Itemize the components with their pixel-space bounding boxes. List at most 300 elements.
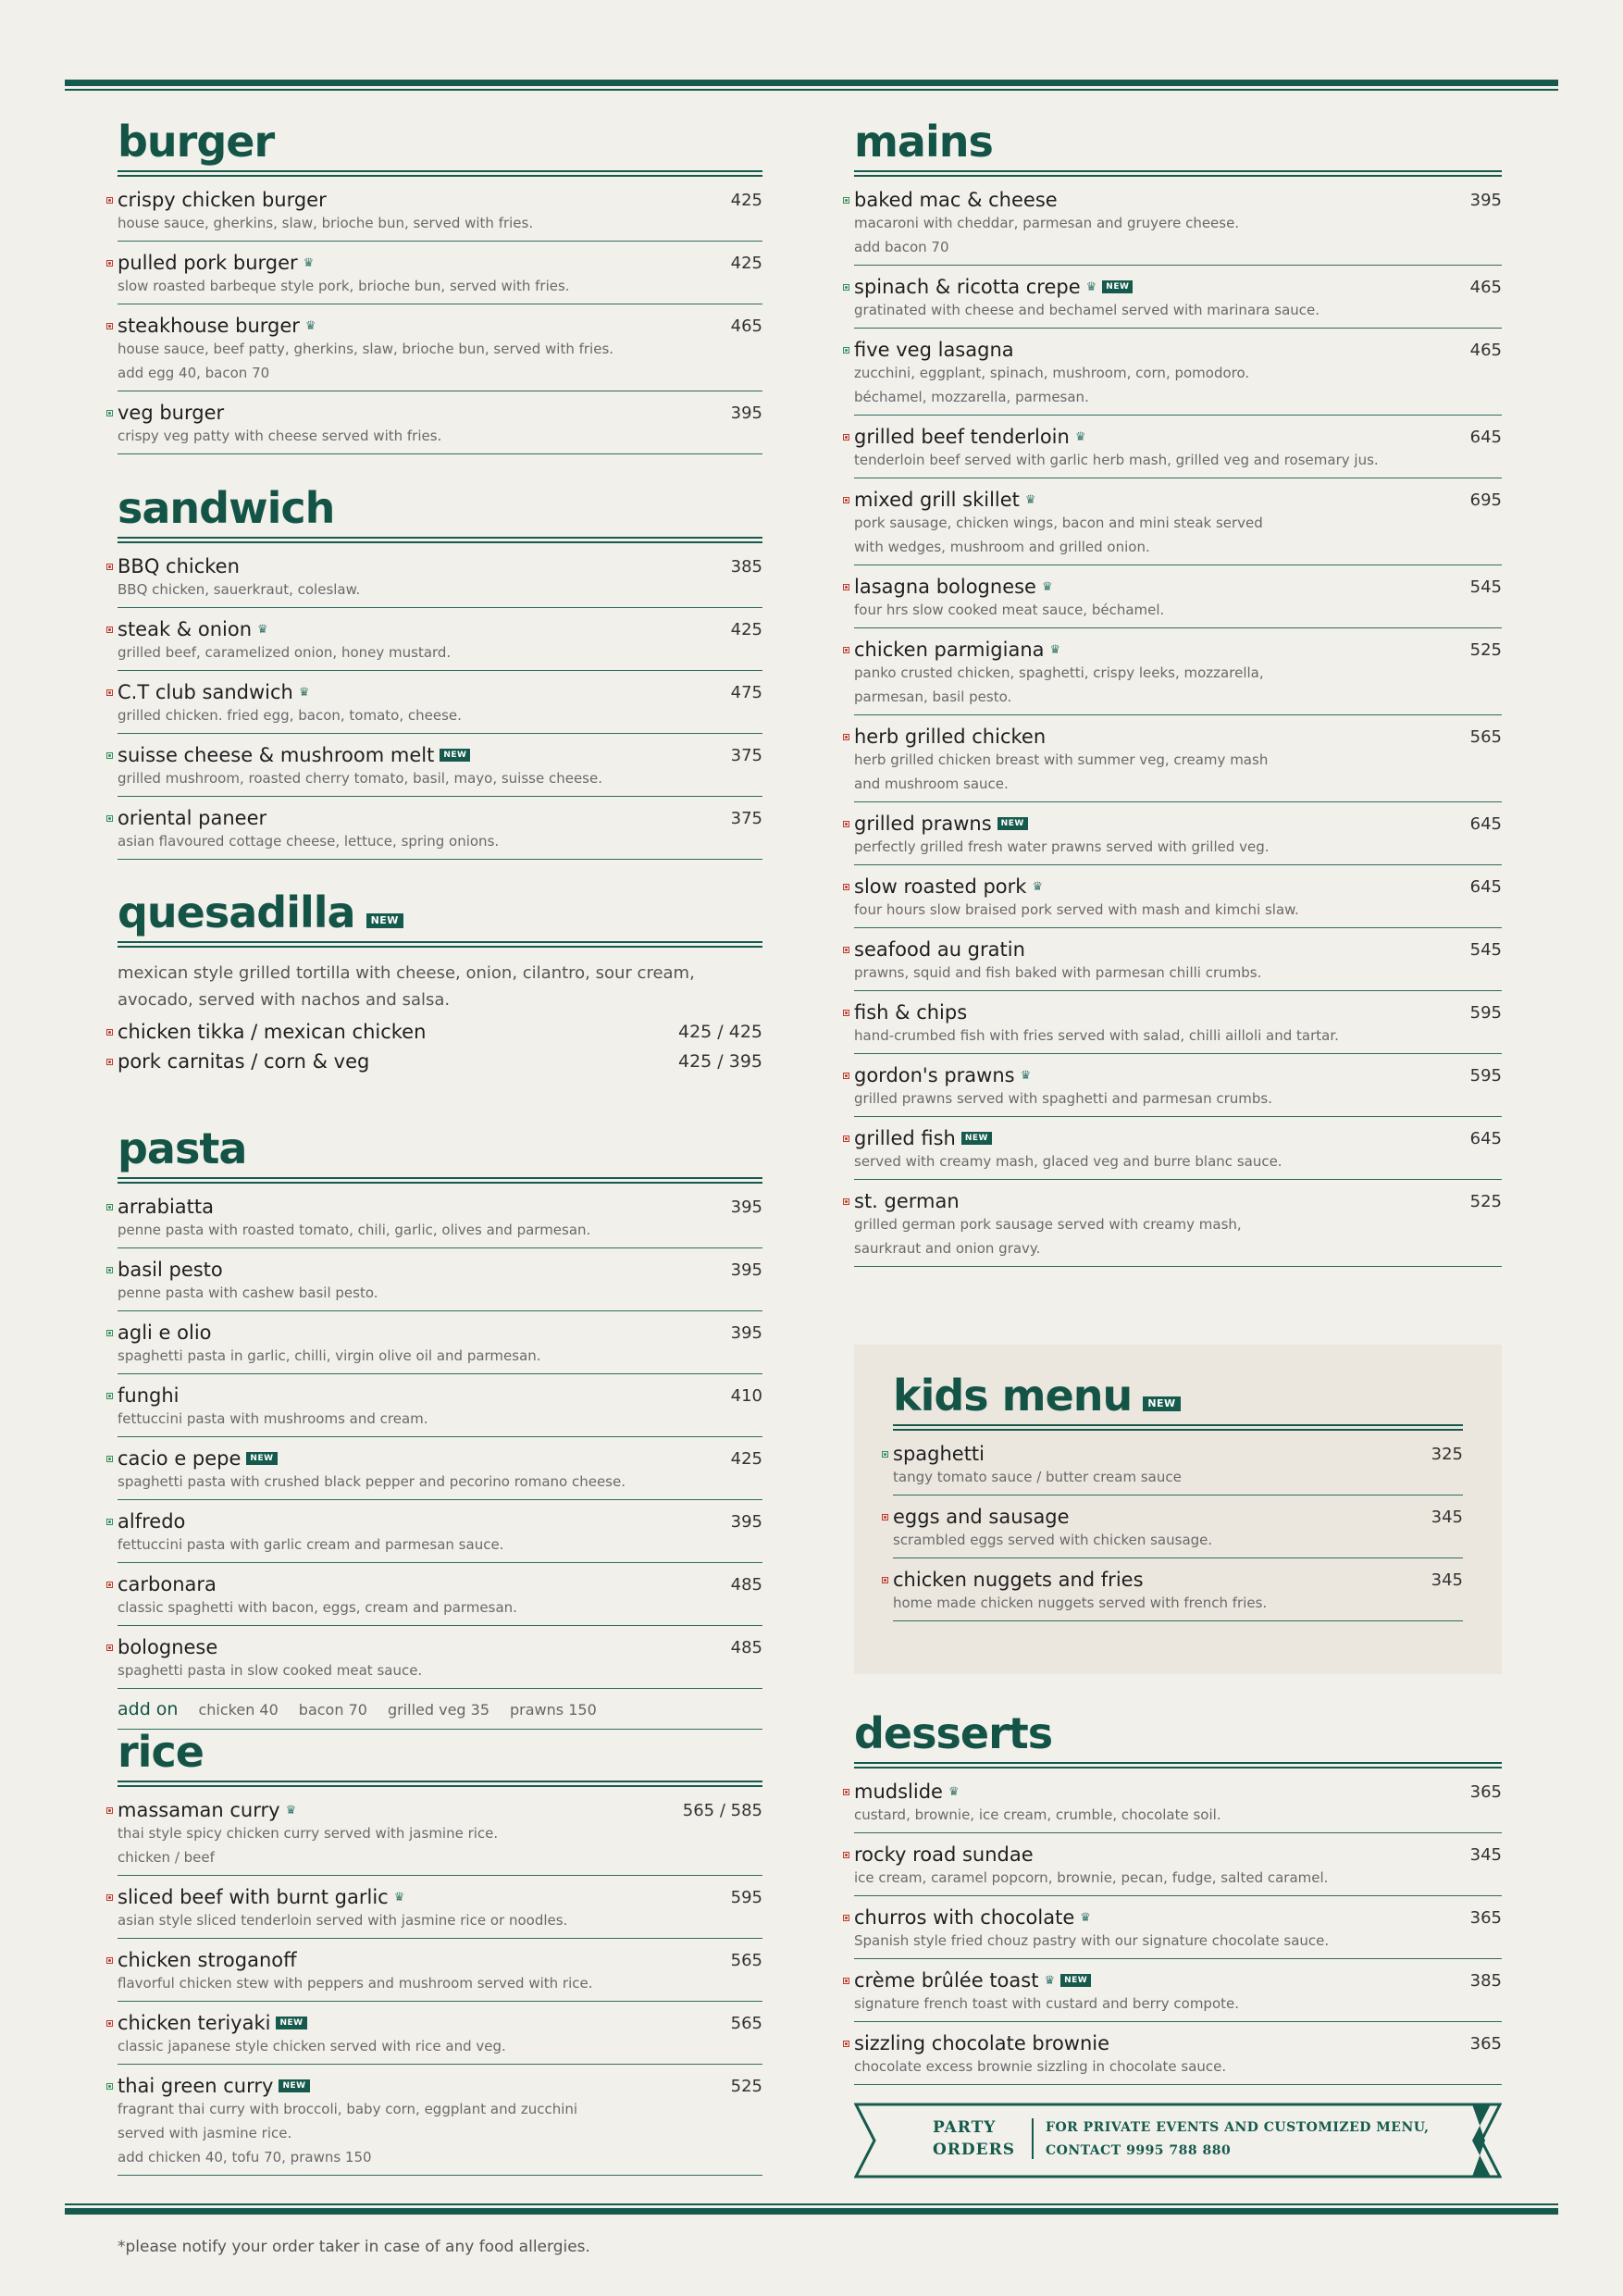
item-description: fettuccini pasta with garlic cream and parmesan sauce. (118, 1536, 504, 1553)
item-price: 645 (1469, 1128, 1502, 1148)
chef-hat-icon: ♛ (1074, 429, 1086, 444)
item-price: 395 (730, 1260, 762, 1280)
item-description: crispy veg patty with cheese served with fries. (118, 428, 442, 444)
item-price: 325 (1431, 1444, 1463, 1464)
item-price: 645 (1469, 427, 1502, 447)
new-badge: NEW (276, 2017, 306, 2029)
section-title: desserts (854, 1708, 1053, 1758)
item-description: home made chicken nuggets served with french fries. (893, 1595, 1268, 1611)
chef-hat-icon: ♛ (1020, 1068, 1032, 1083)
new-badge: NEW (1102, 280, 1133, 293)
non-veg-icon (106, 1807, 113, 1814)
menu-item (118, 1253, 762, 1311)
item-name: eggs and sausage (893, 1506, 1070, 1528)
item-price: 425 (730, 253, 762, 273)
item-name: grilled fish (854, 1127, 956, 1149)
non-veg-icon (106, 323, 113, 329)
item-price: 525 (1469, 639, 1502, 660)
menu-item (854, 870, 1502, 928)
item-price: 565 (1469, 726, 1502, 747)
menu-item (118, 801, 762, 860)
veg-icon (843, 197, 849, 204)
veg-icon (106, 1519, 113, 1525)
menu-item (854, 633, 1502, 715)
item-name: grilled beef tenderloin (854, 426, 1070, 448)
non-veg-icon (843, 497, 849, 503)
item-name: slow roasted pork (854, 875, 1027, 898)
item-description: herb grilled chicken breast with summer veg, creamy mash (854, 751, 1269, 768)
item-price: 385 (730, 556, 762, 577)
party-orders-contact (1046, 2116, 1434, 2163)
menu-item (854, 1775, 1502, 1833)
item-price: 525 (730, 2076, 762, 2096)
section-desserts (854, 1705, 1502, 2090)
section-description (118, 960, 762, 1013)
section-title: mains (854, 117, 993, 167)
section-header (893, 1367, 1463, 1426)
party-contact-line: FOR PRIVATE EVENTS AND CUSTOMIZED MENU, (1046, 2120, 1430, 2135)
non-veg-icon (843, 1136, 849, 1142)
item-name: crème brûlée toast (854, 1969, 1039, 1992)
non-veg-icon (843, 1198, 849, 1205)
menu-item (854, 1901, 1502, 1959)
veg-icon (843, 347, 849, 354)
item-price: 465 (1469, 340, 1502, 360)
chef-hat-icon: ♛ (1032, 879, 1044, 894)
item-price: 375 (730, 745, 762, 765)
new-badge: NEW (246, 1452, 277, 1465)
item-name: st. german (854, 1190, 960, 1212)
item-price: 595 (1469, 1065, 1502, 1086)
chef-hat-icon: ♛ (1085, 279, 1097, 294)
non-veg-icon (843, 2041, 849, 2047)
non-veg-icon (106, 1644, 113, 1651)
menu-item (854, 570, 1502, 628)
non-veg-icon (106, 1894, 113, 1901)
item-name: basil pesto (118, 1259, 223, 1281)
item-description: grilled mushroom, roasted cherry tomato, basil, mayo, suisse cheese. (118, 770, 602, 787)
menu-item (118, 1190, 762, 1248)
veg-icon (106, 1267, 113, 1273)
item-price: 425 / 425 (677, 1022, 762, 1042)
menu-item (118, 1793, 762, 1876)
menu-item (118, 550, 762, 608)
new-badge: NEW (279, 2079, 309, 2092)
veg-icon (882, 1451, 888, 1458)
item-price: 395 (730, 1197, 762, 1217)
section-title: pasta (118, 1123, 247, 1173)
item-price: 365 (1469, 1781, 1502, 1802)
item-price: 345 (1431, 1570, 1463, 1590)
menu-item (118, 2069, 762, 2176)
menu-item (118, 1631, 762, 1689)
chef-hat-icon: ♛ (393, 1890, 405, 1905)
veg-icon (106, 1393, 113, 1399)
new-badge: NEW (961, 1132, 992, 1145)
item-name: mixed grill skillet (854, 489, 1020, 511)
menu-item (118, 1568, 762, 1626)
non-veg-icon (843, 1010, 849, 1016)
item-price: 545 (1469, 577, 1502, 597)
non-veg-icon (106, 1957, 113, 1964)
item-description: perfectly grilled fresh water prawns served with grilled veg. (854, 838, 1270, 855)
party-orders-title (933, 2116, 1025, 2161)
item-description: grilled german pork sausage served with creamy mash, (854, 1216, 1242, 1233)
non-veg-icon (106, 2020, 113, 2027)
item-description: prawns, squid and fish baked with parmesan chilli crumbs. (854, 964, 1262, 981)
veg-icon (106, 815, 113, 822)
item-description: penne pasta with cashew basil pesto. (118, 1285, 378, 1301)
bottom-rule (65, 2203, 1558, 2215)
item-name: suisse cheese & mushroom melt (118, 744, 435, 766)
item-name: agli e olio (118, 1322, 212, 1344)
item-name: pork carnitas / corn & veg (118, 1050, 370, 1073)
party-orders-banner (854, 2102, 1502, 2179)
veg-icon (106, 1330, 113, 1336)
menu-item (854, 420, 1502, 478)
item-price: 395 (1469, 190, 1502, 210)
menu-item (118, 1316, 762, 1374)
menu-item (118, 1379, 762, 1437)
non-veg-icon (843, 1852, 849, 1858)
veg-icon (106, 410, 113, 416)
item-description: house sauce, gherkins, slaw, brioche bun, served with fries. (118, 215, 534, 231)
chef-hat-icon: ♛ (1049, 642, 1061, 657)
section-title: burger (118, 117, 275, 167)
item-price: 525 (1469, 1191, 1502, 1211)
menu-item (118, 396, 762, 454)
chef-hat-icon: ♛ (1041, 579, 1053, 594)
non-veg-icon (106, 1029, 113, 1036)
item-name: BBQ chicken (118, 555, 240, 577)
item-name: steak & onion (118, 618, 253, 640)
non-veg-icon (843, 947, 849, 953)
item-description: pork sausage, chicken wings, bacon and mini steak served (854, 515, 1263, 531)
item-name: thai green curry (118, 2075, 274, 2097)
item-description: macaroni with cheddar, parmesan and gruyere cheese. (854, 215, 1240, 231)
item-description: classic spaghetti with bacon, eggs, cream and parmesan. (118, 1599, 517, 1616)
item-price: 485 (730, 1574, 762, 1595)
item-description: saurkraut and onion gravy. (854, 1240, 1041, 1257)
item-name: lasagna bolognese (854, 576, 1036, 598)
item-price: 595 (730, 1887, 762, 1907)
menu-item (118, 676, 762, 734)
non-veg-icon (843, 821, 849, 827)
non-veg-icon (106, 1582, 113, 1588)
item-price: 395 (730, 1322, 762, 1343)
item-price: 545 (1469, 939, 1502, 960)
item-extra: add egg 40, bacon 70 (118, 365, 270, 381)
banner-divider (1032, 2118, 1034, 2159)
item-name: chicken tikka / mexican chicken (118, 1021, 427, 1043)
item-name: spaghetti (893, 1443, 985, 1465)
item-price: 345 (1431, 1507, 1463, 1527)
item-name: cacio e pepe (118, 1447, 242, 1470)
chef-hat-icon: ♛ (304, 318, 316, 333)
new-badge: NEW (1060, 1974, 1091, 1987)
section-title: quesadilla (118, 887, 355, 937)
item-name: fish & chips (854, 1001, 968, 1024)
item-name: alfredo (118, 1510, 186, 1533)
menu-item (118, 309, 762, 391)
non-veg-icon (843, 1915, 849, 1921)
item-description: custard, brownie, ice cream, crumble, chocolate soil. (854, 1806, 1221, 1823)
section-header (854, 113, 1502, 172)
kids-menu-box (854, 1345, 1502, 1674)
non-veg-icon (843, 1789, 849, 1795)
item-extra: chicken / beef (118, 1849, 215, 1866)
item-price: 425 / 395 (677, 1051, 762, 1072)
item-description: served with jasmine rice. (118, 2125, 292, 2141)
menu-item (118, 246, 762, 304)
addon-option: chicken 40 (198, 1700, 279, 1719)
item-description: Spanish style fried chouz pastry with our signature chocolate sauce. (854, 1932, 1330, 1949)
item-price: 375 (730, 808, 762, 828)
item-description: tenderloin beef served with garlic herb mash, grilled veg and rosemary jus. (854, 452, 1379, 468)
item-price: 425 (730, 1448, 762, 1469)
description-line: avocado, served with nachos and salsa. (118, 990, 451, 1010)
section-header (118, 1120, 762, 1179)
non-veg-icon (843, 884, 849, 890)
item-description: classic japanese style chicken served with rice and veg. (118, 2038, 506, 2054)
item-name: churros with chocolate (854, 1906, 1075, 1929)
menu-item (118, 1021, 762, 1043)
item-price: 465 (730, 316, 762, 336)
item-description: BBQ chicken, sauerkraut, coleslaw. (118, 581, 361, 598)
menu-item (854, 933, 1502, 991)
item-description: chocolate excess brownie sizzling in chocolate sauce. (854, 2058, 1227, 2075)
item-description: scrambled eggs served with chicken sausage. (893, 1532, 1213, 1548)
item-description: hand-crumbed fish with fries served with salad, chilli ailloli and tartar. (854, 1027, 1339, 1044)
item-description: penne pasta with roasted tomato, chili, garlic, olives and parmesan. (118, 1222, 591, 1238)
section-burger (118, 113, 762, 459)
menu-item (854, 1059, 1502, 1117)
menu-item (893, 1437, 1463, 1496)
menu-item (854, 1122, 1502, 1180)
menu-item (854, 270, 1502, 329)
item-price: 385 (1469, 1970, 1502, 1991)
new-badge: NEW (440, 749, 470, 762)
chef-hat-icon: ♛ (303, 255, 315, 270)
section-sandwich (118, 479, 762, 864)
item-description: gratinated with cheese and bechamel served with marinara sauce. (854, 302, 1320, 318)
item-description: slow roasted barbeque style pork, brioche bun, served with fries. (118, 278, 570, 294)
menu-item (854, 720, 1502, 802)
non-veg-icon (843, 434, 849, 441)
item-name: sizzling chocolate brownie (854, 2032, 1110, 2054)
item-description: fettuccini pasta with mushrooms and cream. (118, 1410, 428, 1427)
item-description: grilled chicken. fried egg, bacon, tomato, cheese. (118, 707, 462, 724)
veg-icon (106, 1204, 113, 1210)
item-name: oriental paneer (118, 807, 267, 829)
item-name: massaman curry (118, 1799, 280, 1821)
non-veg-icon (106, 197, 113, 204)
party-title-line: ORDERS (933, 2141, 1016, 2159)
section-mains (854, 113, 1502, 1272)
non-veg-icon (106, 564, 113, 570)
chef-hat-icon: ♛ (1080, 1910, 1091, 1925)
item-extra: add chicken 40, tofu 70, prawns 150 (118, 2149, 372, 2166)
top-rule (65, 80, 1558, 91)
section-title: rice (118, 1727, 204, 1777)
menu-item (854, 2027, 1502, 2085)
item-name: chicken teriyaki (118, 2012, 271, 2034)
item-name: steakhouse burger (118, 315, 300, 337)
item-description: four hours slow braised pork served with mash and kimchi slaw. (854, 901, 1299, 918)
allergy-footnote: *please notify your order taker in case of any food allergies. (118, 2238, 590, 2256)
item-description: fragrant thai curry with broccoli, baby corn, eggplant and zucchini (118, 2101, 578, 2117)
non-veg-icon (106, 260, 113, 267)
addon-label: add on (118, 1699, 179, 1719)
party-title-line: PARTY (933, 2118, 997, 2137)
item-description: asian style sliced tenderloin served with jasmine rice or noodles. (118, 1912, 568, 1929)
item-name: rocky road sundae (854, 1843, 1034, 1866)
item-name: baked mac & cheese (854, 189, 1058, 211)
new-badge: NEW (1143, 1396, 1180, 1411)
item-description: spaghetti pasta with crushed black pepper and pecorino romano cheese. (118, 1473, 626, 1490)
item-price: 475 (730, 682, 762, 702)
non-veg-icon (882, 1514, 888, 1520)
non-veg-icon (106, 627, 113, 633)
chef-hat-icon: ♛ (285, 1803, 297, 1818)
section-rice (118, 1723, 762, 2180)
item-description: spaghetti pasta in slow cooked meat sauce. (118, 1662, 423, 1679)
non-veg-icon (843, 1978, 849, 1984)
menu-item (854, 1964, 1502, 2022)
menu-item (854, 996, 1502, 1054)
item-description: with wedges, mushroom and grilled onion. (854, 539, 1150, 555)
item-name: gordon's prawns (854, 1064, 1015, 1086)
menu-item (854, 333, 1502, 416)
chef-hat-icon: ♛ (298, 685, 310, 700)
item-description: served with creamy mash, glaced veg and burre blanc sauce. (854, 1153, 1282, 1170)
item-description: asian flavoured cottage cheese, lettuce, spring onions. (118, 833, 500, 850)
item-description: house sauce, beef patty, gherkins, slaw, brioche bun, served with fries. (118, 341, 614, 357)
item-name: herb grilled chicken (854, 726, 1047, 748)
menu-item (118, 1505, 762, 1563)
item-price: 565 (730, 1950, 762, 1970)
veg-icon (106, 752, 113, 759)
item-description: thai style spicy chicken curry served with jasmine rice. (118, 1825, 499, 1842)
description-line: mexican style grilled tortilla with cheese, onion, cilantro, sour cream, (118, 963, 695, 983)
item-description: signature french toast with custard and berry compote. (854, 1995, 1240, 2012)
menu-item (854, 1838, 1502, 1896)
chef-hat-icon: ♛ (948, 1784, 960, 1799)
menu-item (118, 1880, 762, 1939)
section-title: sandwich (118, 483, 335, 533)
item-price: 365 (1469, 1907, 1502, 1928)
item-description: grilled beef, caramelized onion, honey mustard. (118, 644, 452, 661)
item-price: 595 (1469, 1002, 1502, 1023)
chef-hat-icon: ♛ (1044, 1973, 1056, 1988)
menu-item (854, 1185, 1502, 1267)
non-veg-icon (843, 584, 849, 590)
non-veg-icon (106, 1059, 113, 1065)
item-name: veg burger (118, 402, 225, 424)
non-veg-icon (106, 689, 113, 696)
non-veg-icon (843, 647, 849, 653)
item-name: seafood au gratin (854, 938, 1025, 961)
item-price: 395 (730, 1511, 762, 1532)
addon-option: grilled veg 35 (387, 1700, 490, 1719)
item-price: 565 (730, 2013, 762, 2033)
item-name: spinach & ricotta crepe (854, 276, 1081, 298)
item-name: bolognese (118, 1636, 218, 1658)
menu-item (118, 738, 762, 797)
new-badge: NEW (366, 913, 403, 928)
veg-icon (843, 284, 849, 291)
item-name: arrabiatta (118, 1196, 215, 1218)
item-name: grilled prawns (854, 813, 992, 835)
item-price: 395 (730, 403, 762, 423)
menu-item (118, 1442, 762, 1500)
item-name: chicken stroganoff (118, 1949, 297, 1971)
section-header (118, 1723, 762, 1782)
menu-item (118, 183, 762, 242)
item-description: grilled prawns served with spaghetti and parmesan crumbs. (854, 1090, 1272, 1107)
item-price: 410 (730, 1385, 762, 1406)
item-description: add bacon 70 (854, 239, 949, 255)
section-header (118, 113, 762, 172)
item-name: C.T club sandwich (118, 681, 293, 703)
item-name: carbonara (118, 1573, 217, 1595)
menu-item (118, 1943, 762, 2002)
non-veg-icon (843, 734, 849, 740)
menu-item (854, 807, 1502, 865)
item-description: ice cream, caramel popcorn, brownie, pecan, fudge, salted caramel. (854, 1869, 1329, 1886)
item-price: 645 (1469, 876, 1502, 897)
menu-item (118, 1050, 762, 1073)
menu-item (854, 183, 1502, 266)
section-quesadilla (118, 884, 762, 1073)
item-price: 465 (1469, 277, 1502, 297)
new-badge: NEW (997, 817, 1028, 830)
item-name: pulled pork burger (118, 252, 298, 274)
item-description: four hrs slow cooked meat sauce, béchamel. (854, 602, 1165, 618)
item-name: mudslide (854, 1781, 943, 1803)
section-pasta (118, 1120, 762, 1730)
addon-option: bacon 70 (298, 1700, 367, 1719)
menu-item (893, 1563, 1463, 1621)
veg-icon (106, 1456, 113, 1462)
item-price: 695 (1469, 490, 1502, 510)
party-contact-line: CONTACT 9995 788 880 (1046, 2143, 1232, 2158)
item-price: 425 (730, 190, 762, 210)
item-price: 565 / 585 (682, 1800, 762, 1820)
item-price: 365 (1469, 2033, 1502, 2054)
item-description: flavorful chicken stew with peppers and mushroom served with rice. (118, 1975, 593, 1992)
item-name: chicken parmigiana (854, 639, 1045, 661)
item-name: chicken nuggets and fries (893, 1569, 1144, 1591)
item-price: 485 (730, 1637, 762, 1657)
item-description: spaghetti pasta in garlic, chilli, virgin olive oil and parmesan. (118, 1347, 541, 1364)
item-price: 345 (1469, 1844, 1502, 1865)
menu-item (893, 1500, 1463, 1558)
item-description: béchamel, mozzarella, parmesan. (854, 389, 1089, 405)
section-header (118, 479, 762, 539)
chef-hat-icon: ♛ (257, 622, 268, 637)
section-header (854, 1705, 1502, 1764)
menu-item (854, 483, 1502, 565)
veg-icon (106, 2083, 113, 2090)
non-veg-icon (882, 1577, 888, 1583)
section-header (118, 884, 762, 943)
addon-option: prawns 150 (510, 1700, 597, 1719)
menu-item (118, 613, 762, 671)
item-description: parmesan, basil pesto. (854, 689, 1012, 705)
item-name: five veg lasagna (854, 339, 1014, 361)
item-price: 425 (730, 619, 762, 639)
